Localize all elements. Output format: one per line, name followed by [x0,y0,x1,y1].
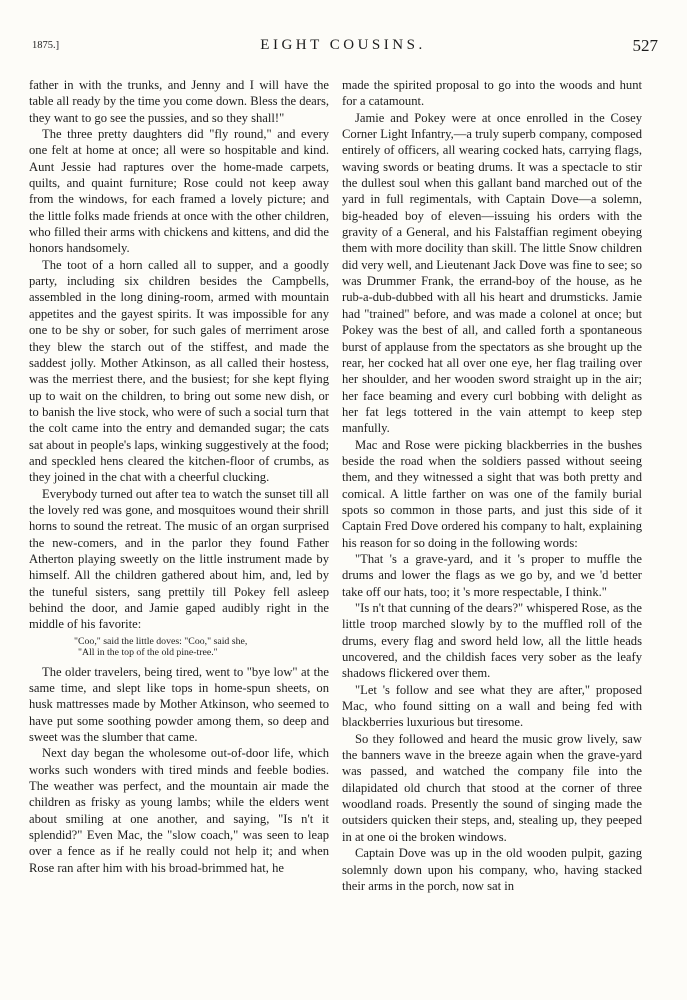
paragraph: So they followed and heard the music grow lively, saw the banners wave in the breeze again when the grave-yard was passed, and watched the company file into the dilapidated old church that stood at the corner of three woodland roads. Presently the sound of singing made the outsiders quicken their steps, and, stealing up, they peeped in at one oi the broken windows. [342,731,642,844]
verse-line: "All in the top of the old pine-tree." [78,647,218,659]
paragraph: The toot of a horn called all to supper, and a goodly party, including six children besides the Campbells, assembled in the long dining-room, armed with mountain appetites and the gayest spirits. It was impossible for any one to be shy or sober, for such gales of merriment arose they blew the starch out of the stiffest, and made the saddest jolly. Mother Atkinson, as all called their hostess, was the merriest there, and the busiest; for she kept flying up to wait on the children, to bring out some new dish, or to banish the live stock, who were of such a social turn that the colt came into the entry and demanded sugar; the cats sat about in people's laps, winking suggestively at the food; and speckled hens cleared the kitchen-floor of crumbs, as they joined in the chat with a cheerful clucking. [29,257,329,485]
header-title: EIGHT COUSINS. [260,37,426,53]
paragraph: Jamie and Pokey were at once enrolled in the Cosey Corner Light Infantry,—a truly superb company, composed entirely of officers, all wearing cocked hats, carrying flags, waving swords or beating drums. It was a spectacle to stir the dullest soul when this gallant band marched out of the yard in full regimentals, with Captain Dove—a solemn, big-headed boy of eleven—issuing his orders with the gravity of a General, and his Falstaffian regiment obeying them with more docility than skill. The little Snow children did very well, and Lieutenant Jack Dove was fine to see; so was Drummer Frank, the errand-boy of the house, as he rub-a-dub-dubbed with all his heart and drumsticks. Jamie had "trained" before, and was made a colonel at once; but Pokey was the best of all, and called forth a spontaneous burst of applause from the spectators as she brought up the rear, her cocked hat all over one eye, her flag trailing over her shoulder, and her wooden sword straight up in the air; her face beaming and every curl bobbing with delight as her fat legs tottered in the vain attempt to keep step manfully. [342,110,642,436]
paragraph: "That 's a grave-yard, and it 's proper to muffle the drums and lower the flags as we go by, and we 'd better take off our hats, too; it 's more respectable, I think." [342,551,642,599]
paragraph: Everybody turned out after tea to watch the sunset till all the lovely red was gone, and mosquitoes wound their shrill horns to sound the retreat. The music of an organ surprised the new-comers, and in the parlor they found Father Atherton playing sweetly on the little instrument made by himself. All the children gathered about him, and, led by the tuneful sisters, sang prettily till Pokey fell asleep behind the door, and Jamie gaped audibly right in the middle of his favorite: [29,486,329,632]
page-header [28,36,658,60]
header-year: 1875.] [32,40,60,51]
paragraph: "Let 's follow and see what they are after," proposed Mac, who found sitting on a wall and being fed with blackberries luxurious but tiresome. [342,682,642,730]
paragraph: The three pretty daughters did "fly round," and every one felt at home at once; all were so hospitable and kind. Aunt Jessie had raptures over the home-made carpets, quilts, and quaint furniture; Rose could not keep away from the windows, for each framed a lovely picture; and the little folks made friends at once with the other children, who filled their arms with chickens and kittens, and did the honors handsomely. [29,127,329,256]
paragraph: Mac and Rose were picking blackberries in the bushes beside the road when the soldiers passed without seeing them, and they witnessed a sight that was both pretty and comical. A little farther on was one of the family burial spots so common in those parts, and just this side of it Captain Fred Dove ordered his company to halt, explaining his reason for so doing in the following words: [342,437,642,550]
paragraph: father in with the trunks, and Jenny and I will have the table all ready by the time you come down. Bless the dears, they want to go see the pussies, and so they shall!" [29,78,329,125]
paragraph: Next day began the wholesome out-of-door life, which works such wonders with tired minds and feeble bodies. The weather was perfect, and the mountain air made the children as frisky as young lambs; while the elders went about smiling at one another, and saying, "Is n't it splendid?" Even Mac, the "slow coach," was seen to leap over a fence as if he really could not help it; and when Rose ran after him with his broad-brimmed hat, he [29,746,329,875]
paragraph: The older travelers, being tired, went to "bye low" at the same time, and slept like tops in home-spun sheets, on husk mattresses made by Mother Atkinson, who seemed to have put some soothing powder among them, so deep and sweet was the slumber that came. [29,664,329,745]
page-number: 527 [632,36,658,55]
verse-quote [29,636,329,659]
paragraph: made the spirited proposal to go into the woods and hunt for a catamount. [342,78,642,109]
verse-line: "Coo," said the little doves: "Coo," said she, [74,635,248,647]
paragraph: Captain Dove was up in the old wooden pulpit, gazing solemnly down upon his company, who, having stacked their arms in the porch, now sat in [342,846,642,893]
left-column [29,77,329,876]
right-column [342,77,642,894]
paragraph: "Is n't that cunning of the dears?" whispered Rose, as the little troop marched slowly by to the muffled roll of the drums, every flag and sword held low, all the little heads uncovered, and the childish faces very sober as the leafy shadows flickered over them. [342,601,642,681]
